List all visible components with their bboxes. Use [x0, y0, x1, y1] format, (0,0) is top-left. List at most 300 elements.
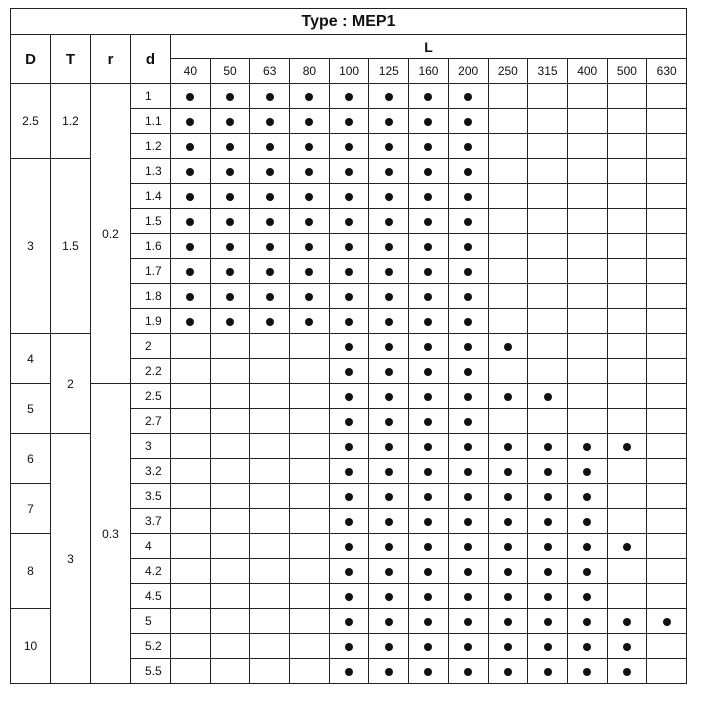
availability-cell [448, 309, 488, 334]
availability-cell [647, 209, 687, 234]
availability-cell [210, 484, 250, 509]
availability-dot-icon [186, 193, 194, 201]
availability-cell [290, 234, 330, 259]
d-inner-cell: 1.9 [131, 309, 171, 334]
availability-cell [448, 84, 488, 109]
availability-dot-icon [345, 493, 353, 501]
availability-cell [250, 309, 290, 334]
availability-dot-icon [464, 118, 472, 126]
availability-cell [171, 609, 211, 634]
availability-cell [488, 384, 528, 409]
d-inner-cell: 1.1 [131, 109, 171, 134]
availability-cell [210, 234, 250, 259]
l-value-125: 125 [369, 59, 409, 84]
availability-cell [290, 334, 330, 359]
availability-cell [488, 659, 528, 684]
availability-cell [647, 309, 687, 334]
availability-dot-icon [583, 468, 591, 476]
availability-cell [409, 84, 449, 109]
availability-dot-icon [424, 443, 432, 451]
availability-cell [647, 284, 687, 309]
l-value-400: 400 [567, 59, 607, 84]
d-outer-cell: 10 [11, 609, 51, 684]
availability-dot-icon [385, 593, 393, 601]
availability-dot-icon [464, 418, 472, 426]
availability-cell [210, 434, 250, 459]
availability-cell [488, 359, 528, 384]
availability-cell [250, 634, 290, 659]
availability-cell [329, 459, 369, 484]
availability-dot-icon [385, 93, 393, 101]
availability-dot-icon [544, 393, 552, 401]
availability-dot-icon [623, 643, 631, 651]
availability-cell [567, 484, 607, 509]
availability-cell [607, 284, 647, 309]
availability-cell [290, 284, 330, 309]
availability-cell [409, 234, 449, 259]
availability-cell [528, 659, 568, 684]
availability-cell [290, 384, 330, 409]
d-inner-cell: 3.2 [131, 459, 171, 484]
availability-cell [607, 184, 647, 209]
availability-cell [567, 459, 607, 484]
availability-cell [567, 284, 607, 309]
availability-dot-icon [345, 568, 353, 576]
availability-cell [210, 284, 250, 309]
availability-cell [528, 109, 568, 134]
availability-dot-icon [464, 293, 472, 301]
availability-cell [567, 609, 607, 634]
availability-cell [369, 584, 409, 609]
availability-cell [290, 359, 330, 384]
availability-cell [290, 259, 330, 284]
availability-cell [647, 184, 687, 209]
availability-cell [448, 409, 488, 434]
availability-dot-icon [504, 643, 512, 651]
d-inner-cell: 1.6 [131, 234, 171, 259]
availability-cell [210, 259, 250, 284]
availability-dot-icon [305, 318, 313, 326]
availability-cell [210, 584, 250, 609]
availability-cell [210, 184, 250, 209]
availability-cell [567, 84, 607, 109]
availability-dot-icon [623, 668, 631, 676]
availability-dot-icon [385, 618, 393, 626]
availability-cell [409, 184, 449, 209]
availability-cell [171, 284, 211, 309]
availability-cell [250, 559, 290, 584]
availability-cell [567, 434, 607, 459]
availability-cell [528, 134, 568, 159]
availability-dot-icon [186, 318, 194, 326]
availability-cell [369, 659, 409, 684]
title-row [11, 9, 687, 35]
availability-cell [409, 559, 449, 584]
availability-cell [448, 484, 488, 509]
availability-cell [488, 484, 528, 509]
d-outer-cell: 2.5 [11, 84, 51, 159]
availability-dot-icon [583, 518, 591, 526]
mep1-spec-table [10, 8, 687, 684]
availability-dot-icon [345, 143, 353, 151]
availability-dot-icon [544, 643, 552, 651]
availability-cell [607, 659, 647, 684]
availability-cell [329, 559, 369, 584]
availability-cell [171, 509, 211, 534]
availability-dot-icon [464, 343, 472, 351]
l-value-250: 250 [488, 59, 528, 84]
availability-cell [250, 659, 290, 684]
availability-dot-icon [305, 268, 313, 276]
availability-cell [409, 659, 449, 684]
header-t: T [51, 35, 91, 84]
d-inner-cell: 1.5 [131, 209, 171, 234]
availability-dot-icon [385, 193, 393, 201]
availability-cell [409, 384, 449, 409]
availability-dot-icon [385, 668, 393, 676]
availability-cell [171, 84, 211, 109]
availability-dot-icon [305, 168, 313, 176]
availability-dot-icon [544, 568, 552, 576]
availability-dot-icon [385, 143, 393, 151]
availability-cell [567, 509, 607, 534]
availability-cell [567, 559, 607, 584]
availability-cell [607, 609, 647, 634]
availability-cell [369, 284, 409, 309]
availability-cell [528, 159, 568, 184]
availability-cell [171, 459, 211, 484]
d-inner-cell: 3.7 [131, 509, 171, 534]
availability-cell [290, 84, 330, 109]
availability-dot-icon [266, 243, 274, 251]
availability-dot-icon [424, 468, 432, 476]
availability-cell [329, 134, 369, 159]
availability-cell [448, 234, 488, 259]
availability-cell [409, 284, 449, 309]
availability-dot-icon [424, 418, 432, 426]
availability-dot-icon [345, 193, 353, 201]
availability-cell [290, 434, 330, 459]
l-value-40: 40 [171, 59, 211, 84]
availability-cell [647, 259, 687, 284]
availability-dot-icon [544, 668, 552, 676]
l-value-315: 315 [528, 59, 568, 84]
availability-dot-icon [424, 293, 432, 301]
d-outer-cell: 6 [11, 434, 51, 484]
availability-cell [409, 159, 449, 184]
availability-cell [210, 409, 250, 434]
availability-cell [647, 159, 687, 184]
availability-dot-icon [424, 518, 432, 526]
availability-cell [488, 634, 528, 659]
availability-cell [528, 534, 568, 559]
availability-dot-icon [424, 368, 432, 376]
availability-cell [210, 659, 250, 684]
availability-cell [329, 384, 369, 409]
availability-dot-icon [424, 668, 432, 676]
availability-cell [369, 559, 409, 584]
availability-dot-icon [583, 593, 591, 601]
availability-dot-icon [305, 118, 313, 126]
availability-dot-icon [464, 643, 472, 651]
availability-cell [528, 409, 568, 434]
availability-dot-icon [385, 318, 393, 326]
availability-cell [528, 309, 568, 334]
availability-cell [528, 359, 568, 384]
availability-cell [647, 534, 687, 559]
d-outer-cell: 7 [11, 484, 51, 534]
header-row [11, 35, 687, 59]
availability-cell [488, 134, 528, 159]
availability-dot-icon [385, 468, 393, 476]
availability-cell [528, 484, 568, 509]
table-row [11, 84, 687, 109]
availability-cell [329, 309, 369, 334]
l-value-100: 100 [329, 59, 369, 84]
d-inner-cell: 4 [131, 534, 171, 559]
availability-cell [250, 284, 290, 309]
availability-cell [171, 384, 211, 409]
header-d-inner: d [131, 35, 171, 84]
availability-cell [488, 559, 528, 584]
availability-cell [647, 109, 687, 134]
availability-dot-icon [266, 268, 274, 276]
availability-dot-icon [385, 343, 393, 351]
availability-dot-icon [583, 493, 591, 501]
availability-dot-icon [226, 93, 234, 101]
availability-cell [290, 584, 330, 609]
availability-cell [647, 509, 687, 534]
availability-dot-icon [266, 293, 274, 301]
availability-cell [250, 434, 290, 459]
table-wrapper [10, 8, 686, 684]
l-value-63: 63 [250, 59, 290, 84]
availability-dot-icon [345, 268, 353, 276]
availability-dot-icon [226, 168, 234, 176]
availability-cell [210, 459, 250, 484]
availability-cell [607, 309, 647, 334]
d-outer-cell: 4 [11, 334, 51, 384]
availability-cell [409, 609, 449, 634]
l-value-500: 500 [607, 59, 647, 84]
availability-cell [567, 409, 607, 434]
availability-cell [448, 509, 488, 534]
availability-cell [290, 109, 330, 134]
availability-cell [528, 284, 568, 309]
availability-dot-icon [424, 268, 432, 276]
availability-cell [250, 584, 290, 609]
availability-cell [290, 659, 330, 684]
availability-cell [607, 584, 647, 609]
availability-cell [369, 634, 409, 659]
availability-dot-icon [385, 393, 393, 401]
availability-dot-icon [544, 543, 552, 551]
availability-cell [607, 559, 647, 584]
d-inner-cell: 2.2 [131, 359, 171, 384]
availability-cell [567, 134, 607, 159]
availability-cell [369, 609, 409, 634]
availability-cell [488, 209, 528, 234]
d-inner-cell: 4.2 [131, 559, 171, 584]
availability-cell [171, 109, 211, 134]
d-inner-cell: 1.8 [131, 284, 171, 309]
availability-cell [171, 359, 211, 384]
availability-dot-icon [345, 218, 353, 226]
availability-dot-icon [544, 618, 552, 626]
d-inner-cell: 2.7 [131, 409, 171, 434]
table-title: Type : MEP1 [11, 9, 687, 35]
table-header [11, 9, 687, 84]
availability-dot-icon [583, 543, 591, 551]
d-inner-cell: 3.5 [131, 484, 171, 509]
availability-dot-icon [186, 218, 194, 226]
availability-cell [647, 634, 687, 659]
availability-dot-icon [464, 493, 472, 501]
availability-cell [409, 334, 449, 359]
availability-dot-icon [226, 293, 234, 301]
availability-cell [369, 184, 409, 209]
availability-dot-icon [464, 93, 472, 101]
availability-cell [329, 484, 369, 509]
availability-dot-icon [345, 543, 353, 551]
availability-cell [171, 584, 211, 609]
availability-cell [369, 434, 409, 459]
availability-cell [250, 384, 290, 409]
availability-cell [488, 434, 528, 459]
availability-cell [567, 159, 607, 184]
availability-dot-icon [544, 468, 552, 476]
availability-cell [210, 134, 250, 159]
availability-cell [409, 484, 449, 509]
availability-dot-icon [345, 643, 353, 651]
availability-cell [409, 309, 449, 334]
availability-cell [647, 384, 687, 409]
availability-dot-icon [385, 168, 393, 176]
availability-cell [488, 159, 528, 184]
availability-cell [647, 334, 687, 359]
availability-dot-icon [424, 543, 432, 551]
availability-cell [290, 184, 330, 209]
availability-dot-icon [424, 168, 432, 176]
availability-cell [250, 109, 290, 134]
availability-cell [488, 534, 528, 559]
availability-cell [448, 659, 488, 684]
availability-dot-icon [385, 243, 393, 251]
availability-cell [528, 559, 568, 584]
availability-dot-icon [424, 243, 432, 251]
d-inner-cell: 1.7 [131, 259, 171, 284]
availability-dot-icon [345, 368, 353, 376]
availability-dot-icon [226, 118, 234, 126]
availability-cell [647, 434, 687, 459]
availability-cell [369, 334, 409, 359]
d-inner-cell: 1 [131, 84, 171, 109]
availability-cell [528, 634, 568, 659]
table-body [11, 84, 687, 684]
availability-dot-icon [385, 368, 393, 376]
availability-cell [409, 634, 449, 659]
availability-cell [329, 334, 369, 359]
availability-cell [647, 559, 687, 584]
availability-cell [448, 159, 488, 184]
availability-cell [210, 159, 250, 184]
availability-cell [210, 209, 250, 234]
availability-cell [369, 409, 409, 434]
availability-cell [488, 334, 528, 359]
availability-cell [329, 209, 369, 234]
availability-cell [329, 284, 369, 309]
availability-cell [488, 309, 528, 334]
d-inner-cell: 1.3 [131, 159, 171, 184]
availability-dot-icon [186, 168, 194, 176]
availability-dot-icon [424, 93, 432, 101]
availability-cell [567, 634, 607, 659]
availability-cell [607, 434, 647, 459]
availability-cell [448, 209, 488, 234]
availability-dot-icon [345, 243, 353, 251]
availability-cell [369, 459, 409, 484]
availability-dot-icon [504, 493, 512, 501]
availability-dot-icon [424, 393, 432, 401]
availability-cell [250, 259, 290, 284]
availability-dot-icon [226, 268, 234, 276]
availability-cell [607, 234, 647, 259]
availability-dot-icon [266, 218, 274, 226]
availability-cell [171, 234, 211, 259]
availability-cell [329, 159, 369, 184]
availability-dot-icon [385, 643, 393, 651]
availability-dot-icon [266, 93, 274, 101]
availability-dot-icon [424, 593, 432, 601]
availability-cell [369, 134, 409, 159]
availability-dot-icon [345, 168, 353, 176]
availability-cell [409, 534, 449, 559]
availability-cell [567, 259, 607, 284]
availability-cell [528, 584, 568, 609]
availability-cell [528, 184, 568, 209]
availability-cell [369, 534, 409, 559]
availability-cell [528, 609, 568, 634]
availability-cell [329, 409, 369, 434]
availability-cell [210, 534, 250, 559]
availability-cell [369, 159, 409, 184]
availability-dot-icon [266, 168, 274, 176]
availability-cell [448, 134, 488, 159]
availability-cell [607, 84, 647, 109]
availability-dot-icon [424, 143, 432, 151]
availability-cell [250, 459, 290, 484]
header-r: r [91, 35, 131, 84]
availability-cell [647, 584, 687, 609]
availability-cell [488, 409, 528, 434]
availability-dot-icon [266, 318, 274, 326]
availability-dot-icon [385, 493, 393, 501]
availability-cell [567, 334, 607, 359]
l-value-160: 160 [409, 59, 449, 84]
availability-cell [448, 434, 488, 459]
availability-cell [488, 284, 528, 309]
availability-cell [250, 359, 290, 384]
availability-cell [528, 234, 568, 259]
availability-cell [329, 609, 369, 634]
availability-cell [448, 384, 488, 409]
availability-cell [329, 109, 369, 134]
availability-dot-icon [464, 268, 472, 276]
availability-cell [210, 509, 250, 534]
availability-dot-icon [504, 593, 512, 601]
availability-cell [171, 484, 211, 509]
availability-dot-icon [305, 93, 313, 101]
